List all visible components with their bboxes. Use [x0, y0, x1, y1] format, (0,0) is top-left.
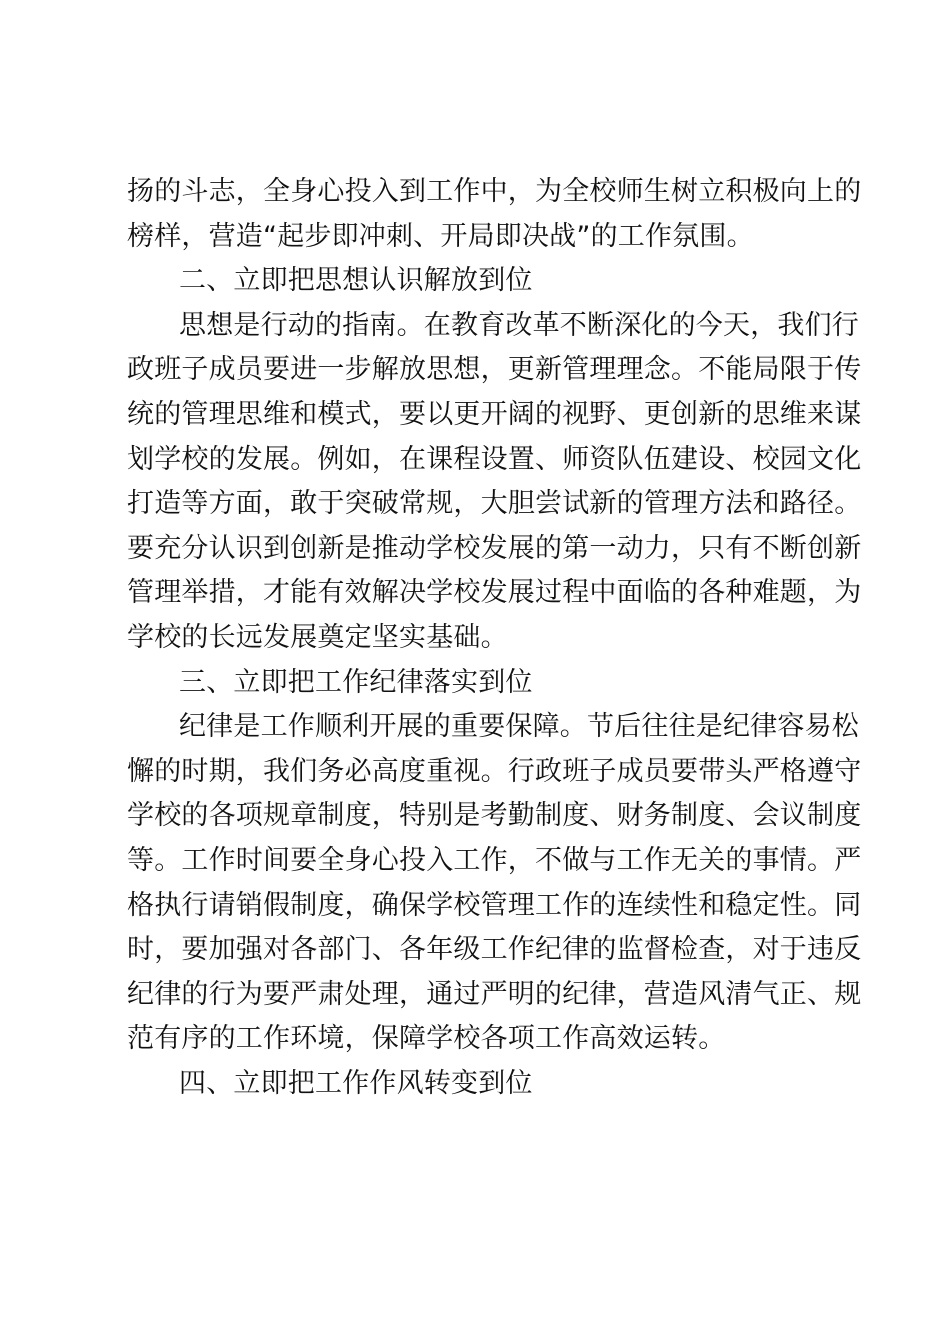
body-text-line: 时，要加强对各部门、各年级工作纪律的监督检查，对于违反 — [127, 934, 862, 966]
section-heading-3: 三、立即把工作纪律落实到位 — [179, 666, 533, 698]
body-text-line: 范有序的工作环境，保障学校各项工作高效运转。 — [127, 1023, 726, 1055]
body-text-line: 扬的斗志，全身心投入到工作中，为全校师生树立积极向上的 — [127, 176, 862, 207]
document-body — [127, 170, 862, 1106]
paragraph-first-line: 纪律是工作顺利开展的重要保障。节后往往是纪律容易松 — [179, 711, 859, 743]
body-text-line: 纪律的行为要严肃处理，通过严明的纪律，营造风清气正、规 — [127, 978, 862, 1010]
section-heading-4: 四、立即把工作作风转变到位 — [179, 1067, 533, 1099]
body-text-line: 划学校的发展。例如，在课程设置、师资队伍建设、校园文化 — [127, 443, 862, 475]
body-text-line: 学校的各项规章制度，特别是考勤制度、财务制度、会议制度 — [127, 800, 862, 832]
section-heading-2: 二、立即把思想认识解放到位 — [179, 265, 533, 297]
body-text-line: 懈的时期，我们务必高度重视。行政班子成员要带头严格遵守 — [127, 755, 862, 787]
body-text-line: 格执行请销假制度，确保学校管理工作的连续性和稳定性。同 — [127, 889, 862, 921]
body-text-line: 政班子成员要进一步解放思想，更新管理理念。不能局限于传 — [127, 354, 862, 386]
body-text-line: 打造等方面，敢于突破常规，大胆尝试新的管理方法和路径。 — [127, 488, 862, 520]
body-text-line: 统的管理思维和模式，要以更开阔的视野、更创新的思维来谋 — [127, 398, 862, 430]
body-text-line: 要充分认识到创新是推动学校发展的第一动力，只有不断创新 — [127, 532, 862, 564]
body-text-line: 等。工作时间要全身心投入工作，不做与工作无关的事情。严 — [127, 844, 862, 876]
body-text-line: 榜样，营造“起步即冲刺、开局即决战”的工作氛围。 — [127, 220, 754, 252]
paragraph-first-line: 思想是行动的指南。在教育改革不断深化的今天，我们行 — [179, 309, 859, 341]
body-text-line: 学校的长远发展奠定坚实基础。 — [127, 621, 508, 653]
body-text-line: 管理举措，才能有效解决学校发展过程中面临的各种难题，为 — [127, 577, 862, 609]
